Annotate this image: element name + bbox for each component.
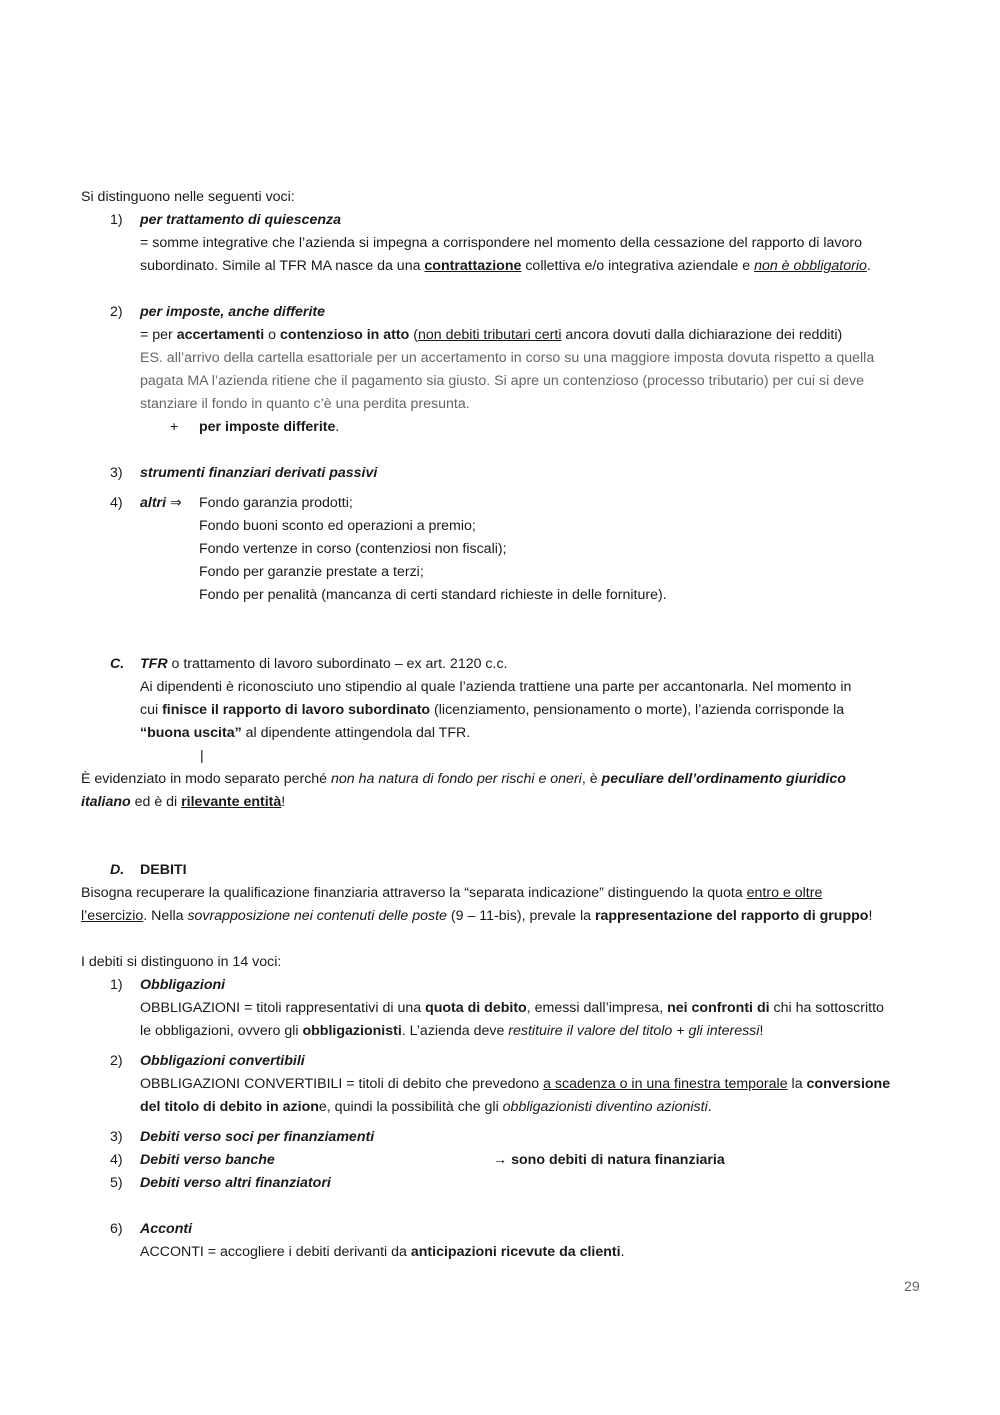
pipe-connector: | bbox=[200, 748, 204, 764]
item-text: OBBLIGAZIONI = titoli rappresentativi di una quota di debito, emessi dall’impresa, nei confronti di chi ha sottoscritto bbox=[140, 1000, 884, 1016]
section-letter: C. bbox=[110, 656, 125, 672]
item-text: OBBLIGAZIONI CONVERTIBILI = titoli di debito che prevedono a scadenza o in una finestra temporale la conversione bbox=[140, 1076, 891, 1092]
item-number: 2) bbox=[110, 1053, 123, 1069]
item-title: altri ⇒ bbox=[140, 495, 182, 511]
sub-item: per imposte differite. bbox=[199, 419, 340, 435]
item-number: 3) bbox=[110, 465, 123, 481]
item-text: = somme integrative che l’azienda si impegna a corrispondere nel momento della cessazione del rapporto di lavoro bbox=[140, 235, 862, 251]
plus-bullet: + bbox=[170, 419, 179, 435]
section-text: l’esercizio. Nella sovrapposizione nei contenuti delle poste (9 – 11-bis), prevale la rappresentazione del rapporto di gruppo! bbox=[81, 908, 873, 924]
item-text: le obbligazioni, ovvero gli obbligazionisti. L’azienda deve restituire il valore del titolo + gli interessi! bbox=[140, 1023, 764, 1039]
item-text: = per accertamenti o contenzioso in atto (non debiti tributari certi ancora dovuti dalla dichiarazione dei redditi) bbox=[140, 327, 843, 343]
implies-arrow-icon: ⇒ bbox=[169, 495, 182, 511]
list-item: Fondo garanzia prodotti; bbox=[199, 495, 353, 511]
example-text: stanziare il fondo in quanto c’è una perdita presunta. bbox=[140, 396, 470, 412]
section-text: Ai dipendenti è riconosciuto uno stipendio al quale l’azienda trattiene una parte per accantonarla. Nel momento in bbox=[140, 679, 852, 695]
section-title: TFR o trattamento di lavoro subordinato – ex art. 2120 c.c. bbox=[140, 656, 508, 672]
item-number: 2) bbox=[110, 304, 123, 320]
page-number: 29 bbox=[904, 1279, 920, 1295]
item-title: per trattamento di quiescenza bbox=[140, 212, 342, 228]
section-text: È evidenziato in modo separato perché non ha natura di fondo per rischi e oneri, è peculiare dell’ordinamento giuridico bbox=[81, 771, 846, 787]
item-number: 4) bbox=[110, 1152, 123, 1168]
section-text: “buona uscita” al dipendente attingendola dal TFR. bbox=[140, 725, 471, 741]
intro-text: Si distinguono nelle seguenti voci: bbox=[81, 189, 295, 205]
section-text: italiano ed è di rilevante entità! bbox=[81, 794, 286, 810]
item-text: ACCONTI = accogliere i debiti derivanti da anticipazioni ricevute da clienti. bbox=[140, 1244, 625, 1260]
item-title: Debiti verso banche bbox=[140, 1152, 275, 1168]
list-item: Fondo per penalità (mancanza di certi standard richieste in delle forniture). bbox=[199, 587, 667, 603]
section-text: I debiti si distinguono in 14 voci: bbox=[81, 954, 282, 970]
item-number: 6) bbox=[110, 1221, 123, 1237]
item-number: 1) bbox=[110, 212, 123, 228]
item-number: 5) bbox=[110, 1175, 123, 1191]
item-title: strumenti finanziari derivati passivi bbox=[140, 465, 378, 481]
item-text: subordinato. Simile al TFR MA nasce da una contrattazione collettiva e/o integrativa aziendale e non è obbligatorio. bbox=[140, 258, 871, 274]
item-title: per imposte, anche differite bbox=[140, 304, 326, 320]
item-number: 4) bbox=[110, 495, 123, 511]
section-letter: D. bbox=[110, 862, 125, 878]
item-title: Obbligazioni bbox=[140, 977, 226, 993]
list-item: Fondo buoni sconto ed operazioni a premio; bbox=[199, 518, 476, 534]
item-title: Acconti bbox=[140, 1221, 193, 1237]
item-text: del titolo di debito in azione, quindi la possibilità che gli obbligazionisti diventino azionisti. bbox=[140, 1099, 712, 1115]
section-text: cui finisce il rapporto di lavoro subordinato (licenziamento, pensionamento o morte), l’azienda corrisponde la bbox=[140, 702, 845, 718]
list-item: Fondo vertenze in corso (contenziosi non fiscali); bbox=[199, 541, 507, 557]
section-text: Bisogna recuperare la qualificazione finanziaria attraverso la “separata indicazione” distinguendo la quota entro e oltre bbox=[81, 885, 823, 901]
section-title: DEBITI bbox=[140, 862, 187, 878]
list-item: Fondo per garanzie prestate a terzi; bbox=[199, 564, 424, 580]
example-text: ES. all’arrivo della cartella esattoriale per un accertamento in corso su una maggiore imposta dovuta rispetto a quella bbox=[140, 350, 875, 366]
item-title: Debiti verso altri finanziatori bbox=[140, 1175, 331, 1191]
example-text: pagata MA l’azienda ritiene che il pagamento sia giusto. Si apre un contenzioso (processo tributario) per cui si deve bbox=[140, 373, 864, 389]
item-title: Obbligazioni convertibili bbox=[140, 1053, 305, 1069]
financial-note: → sono debiti di natura finanziaria bbox=[493, 1152, 725, 1168]
item-number: 3) bbox=[110, 1129, 123, 1145]
item-number: 1) bbox=[110, 977, 123, 993]
item-title: Debiti verso soci per finanziamenti bbox=[140, 1129, 375, 1145]
